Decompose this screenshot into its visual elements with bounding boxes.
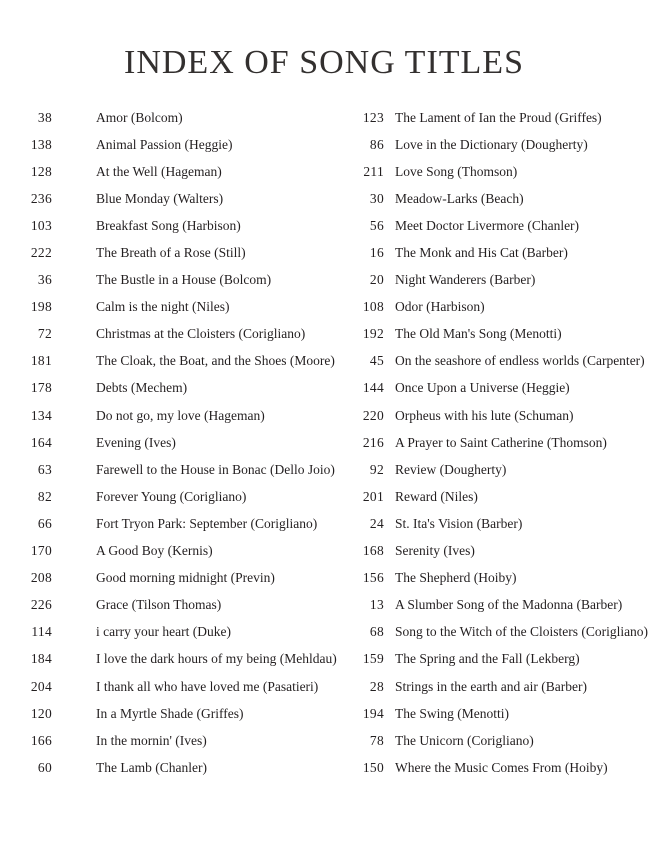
index-entry xyxy=(10,158,330,185)
index-entry xyxy=(10,321,330,348)
index-entry xyxy=(10,754,330,781)
page-number: 211 xyxy=(363,163,384,179)
song-list-left-column xyxy=(0,104,337,781)
index-entry xyxy=(342,592,648,619)
page-number: 60 xyxy=(37,759,52,775)
index-entry xyxy=(10,185,330,212)
page-number: 114 xyxy=(31,624,52,640)
page-number: 181 xyxy=(30,353,52,369)
index-entry xyxy=(342,456,648,483)
page-number: 56 xyxy=(369,217,384,233)
page-number: 45 xyxy=(369,353,384,369)
index-entry xyxy=(342,565,648,592)
song-title: Serenity (Ives) xyxy=(395,543,475,559)
page-number: 28 xyxy=(369,678,384,694)
page-number: 220 xyxy=(362,407,384,423)
song-title: Meadow-Larks (Beach) xyxy=(395,190,524,206)
index-entry xyxy=(342,700,648,727)
page-number: 236 xyxy=(30,190,52,206)
song-title: Orpheus with his lute (Schuman) xyxy=(395,407,574,423)
page-number: 66 xyxy=(37,515,52,531)
page-number: 138 xyxy=(30,136,52,152)
page-number: 166 xyxy=(30,732,52,748)
page-number: 82 xyxy=(37,488,52,504)
song-title: Strings in the earth and air (Barber) xyxy=(395,678,587,694)
song-title: Calm is the night (Niles) xyxy=(96,299,230,315)
song-title: Grace (Tilson Thomas) xyxy=(96,597,222,613)
song-title: The Lament of Ian the Proud (Griffes) xyxy=(395,109,602,125)
page-number: 222 xyxy=(30,245,52,261)
index-entry xyxy=(342,321,648,348)
page-number: 201 xyxy=(362,488,384,504)
page-number: 168 xyxy=(362,543,384,559)
song-title: The Bustle in a House (Bolcom) xyxy=(96,272,272,288)
index-entry xyxy=(10,565,330,592)
page-number: 20 xyxy=(369,272,384,288)
page-number: 159 xyxy=(362,651,384,667)
page-number: 150 xyxy=(362,759,384,775)
index-entry xyxy=(342,402,648,429)
index-entry xyxy=(10,212,330,239)
index-entry xyxy=(342,673,648,700)
index-entry xyxy=(342,185,648,212)
song-title: The Breath of a Rose (Still) xyxy=(96,245,246,261)
page-number: 198 xyxy=(30,299,52,315)
index-entry xyxy=(342,267,648,294)
page-number: 128 xyxy=(30,163,52,179)
song-title: Blue Monday (Walters) xyxy=(96,190,224,206)
page-number: 36 xyxy=(37,272,52,288)
index-entry xyxy=(10,483,330,510)
index-entry xyxy=(10,131,330,158)
index-entry xyxy=(342,538,648,565)
index-entry xyxy=(342,483,648,510)
index-entry xyxy=(10,104,330,131)
song-title: At the Well (Hageman) xyxy=(96,163,222,179)
page-number: 184 xyxy=(30,651,52,667)
song-title: In the mornin' (Ives) xyxy=(96,732,207,748)
page-number: 156 xyxy=(362,570,384,586)
song-title: Do not go, my love (Hageman) xyxy=(96,407,265,423)
page-number: 134 xyxy=(30,407,52,423)
song-title: Where the Music Comes From (Hoiby) xyxy=(395,759,608,775)
index-entry xyxy=(10,239,330,266)
song-title: Meet Doctor Livermore (Chanler) xyxy=(395,217,580,233)
song-title: The Lamb (Chanler) xyxy=(96,759,207,775)
index-entry xyxy=(342,239,648,266)
index-entry xyxy=(342,348,648,375)
song-title: Love Song (Thomson) xyxy=(395,163,518,179)
index-entry xyxy=(10,294,330,321)
index-entry xyxy=(342,375,648,402)
song-title: Once Upon a Universe (Heggie) xyxy=(395,380,570,396)
song-title: i carry your heart (Duke) xyxy=(96,624,231,640)
page-number: 72 xyxy=(37,326,52,342)
song-title: On the seashore of endless worlds (Carpenter) xyxy=(395,353,645,369)
song-title: I love the dark hours of my being (Mehldau) xyxy=(96,651,337,667)
page-number: 103 xyxy=(30,217,52,233)
song-title: The Spring and the Fall (Lekberg) xyxy=(395,651,580,667)
index-entry xyxy=(342,646,648,673)
song-title: Christmas at the Cloisters (Corigliano) xyxy=(96,326,306,342)
index-entry xyxy=(342,294,648,321)
song-title: Song to the Witch of the Cloisters (Corigliano) xyxy=(395,624,648,640)
page-number: 216 xyxy=(362,434,384,450)
page-number: 24 xyxy=(369,515,384,531)
page-number: 208 xyxy=(30,570,52,586)
index-entry xyxy=(10,700,330,727)
song-title: Review (Dougherty) xyxy=(395,461,507,477)
index-entry xyxy=(10,673,330,700)
song-title: Odor (Harbison) xyxy=(395,299,485,315)
index-entry xyxy=(342,429,648,456)
index-entry xyxy=(10,727,330,754)
page-number: 204 xyxy=(30,678,52,694)
song-list-right-column xyxy=(330,104,648,781)
song-title: Night Wanderers (Barber) xyxy=(395,272,536,288)
song-title: Farewell to the House in Bonac (Dello Joio) xyxy=(96,461,335,477)
page-number: 120 xyxy=(30,705,52,721)
page-number: 63 xyxy=(37,461,52,477)
song-title: Good morning midnight (Previn) xyxy=(96,570,275,586)
song-title: The Shepherd (Hoiby) xyxy=(395,570,517,586)
song-title: Reward (Niles) xyxy=(395,488,478,504)
page-number: 92 xyxy=(369,461,384,477)
song-title: Forever Young (Corigliano) xyxy=(96,488,247,504)
song-title: Evening (Ives) xyxy=(96,434,176,450)
index-entry xyxy=(342,104,648,131)
page-number: 30 xyxy=(369,190,384,206)
song-title: The Cloak, the Boat, and the Shoes (Moore) xyxy=(96,353,335,369)
index-entry xyxy=(10,619,330,646)
page-number: 16 xyxy=(369,245,384,261)
song-title: Love in the Dictionary (Dougherty) xyxy=(395,136,588,152)
song-title: I thank all who have loved me (Pasatieri) xyxy=(96,678,319,694)
index-entry xyxy=(10,538,330,565)
index-entry xyxy=(10,510,330,537)
index-entry xyxy=(342,510,648,537)
index-entry xyxy=(10,429,330,456)
song-title: In a Myrtle Shade (Griffes) xyxy=(96,705,244,721)
song-title: Breakfast Song (Harbison) xyxy=(96,217,241,233)
page-number: 68 xyxy=(369,624,384,640)
song-title: A Slumber Song of the Madonna (Barber) xyxy=(395,597,623,613)
index-entry xyxy=(342,754,648,781)
index-columns xyxy=(0,104,648,781)
page-number: 144 xyxy=(362,380,384,396)
page-title: INDEX OF SONG TITLES xyxy=(124,44,524,81)
page-number: 226 xyxy=(30,597,52,613)
index-entry xyxy=(342,131,648,158)
index-entry xyxy=(10,375,330,402)
index-entry xyxy=(10,646,337,673)
song-title: A Good Boy (Kernis) xyxy=(96,543,213,559)
page-number: 78 xyxy=(369,732,384,748)
page-number: 13 xyxy=(369,597,384,613)
song-title: Fort Tryon Park: September (Corigliano) xyxy=(96,515,318,531)
index-entry xyxy=(342,619,648,646)
index-entry xyxy=(342,212,648,239)
page-number: 38 xyxy=(37,109,52,125)
page-number: 170 xyxy=(30,543,52,559)
index-entry xyxy=(10,592,330,619)
song-title: St. Ita's Vision (Barber) xyxy=(395,515,523,531)
page-number: 86 xyxy=(369,136,384,152)
index-entry xyxy=(10,267,330,294)
index-entry xyxy=(342,727,648,754)
song-title: Amor (Bolcom) xyxy=(96,109,183,125)
index-entry xyxy=(10,348,335,375)
page-number: 123 xyxy=(362,109,384,125)
song-title: Animal Passion (Heggie) xyxy=(96,136,233,152)
page-number: 194 xyxy=(362,705,384,721)
index-entry xyxy=(10,456,335,483)
index-entry xyxy=(342,158,648,185)
song-title: The Swing (Menotti) xyxy=(395,705,509,721)
song-title: A Prayer to Saint Catherine (Thomson) xyxy=(395,434,607,450)
page-number: 108 xyxy=(362,299,384,315)
song-title: The Monk and His Cat (Barber) xyxy=(395,245,568,261)
song-title: The Unicorn (Corigliano) xyxy=(395,732,534,748)
song-title: Debts (Mechem) xyxy=(96,380,188,396)
page-number: 178 xyxy=(30,380,52,396)
page-number: 164 xyxy=(30,434,52,450)
song-title: The Old Man's Song (Menotti) xyxy=(395,326,562,342)
page-number: 192 xyxy=(362,326,384,342)
index-entry xyxy=(10,402,330,429)
